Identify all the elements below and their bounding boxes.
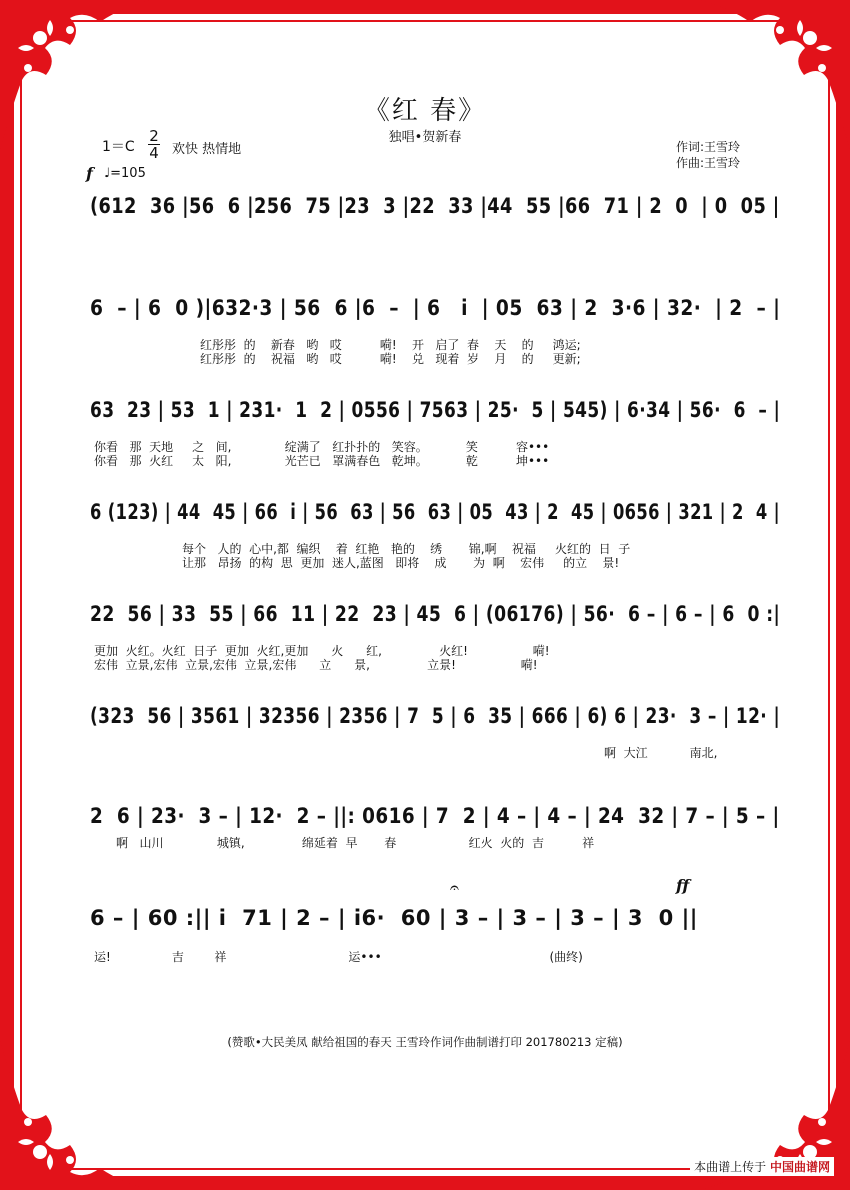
watermark-prefix: 本曲谱上传于	[694, 1160, 767, 1174]
site-watermark	[690, 1157, 834, 1176]
corner-ornament-bottom-left	[0, 1040, 150, 1190]
music-staff-5	[84, 596, 784, 636]
lyric-line: 你看 那 火红 太 阳, 光芒已 罩满春色 乾坤。 乾 坤•••	[94, 454, 550, 468]
tempo-marking: 欢快 热情地	[172, 142, 242, 157]
final-dynamic-marking: ff	[676, 876, 690, 895]
staff-notes: 2 6 | 23· 3 – | 12· 2 – ||: 0616 | 7 2 | 4 – | 4 – | 24 32 | 7 – | 5 – |	[90, 804, 780, 828]
song-title: 《红 春》	[363, 96, 487, 126]
music-staff-7	[84, 798, 784, 838]
staff-notes: 22 56 | 33 55 | 66 11 | 22 23 | 45 6 | (06176) | 56· 6 – | 6 – | 6 0 :|	[90, 602, 781, 626]
lyric-line: 运! 吉 祥 运••• (曲终)	[94, 950, 583, 964]
key-signature: 1＝C	[102, 139, 135, 155]
lyric-line: 啊 山川 城镇, 绵延着 早 春 红火 火的 吉 祥	[116, 836, 595, 850]
lyricist-credit: 作词:王雪玲	[676, 140, 741, 154]
staff-notes: 63 23 | 53 1 | 231· 1 2 | 0556 | 7563 | 25· 5 | 545) | 6·34 | 56· 6 – |	[90, 398, 781, 422]
time-signature-bottom: 4	[149, 144, 159, 162]
singer-credit: 独唱•贺新春	[388, 130, 462, 145]
lyric-line: 红彤彤 的 祝福 哟 哎 嗬! 兑 现着 岁 月 的 更新;	[200, 352, 581, 366]
music-staff-6	[84, 698, 784, 738]
staff-notes: (612 36 |56 6 |256 75 |23 3 |22 33 |44 55 |66 71 | 2 0 | 0 05 |	[90, 194, 780, 218]
staff-notes: (323 56 | 3561 | 32356 | 2356 | 7 5 | 6 35 | 666 | 6) 6 | 23· 3 – | 12· |	[90, 704, 781, 728]
staff-notes: 6 – | 6 0 )|632·3 | 56 6 |6 – | 6 i | 05 63 | 2 3·6 | 32· | 2 – |	[90, 296, 781, 320]
footer-note: (赞歌•大民美凤 献给祖国的春天 王雪玲作词作曲制谱打印 201780213 定稿)	[227, 1035, 623, 1049]
metronome-marking: ♩=105	[104, 166, 146, 181]
staff-notes: 6 (123) | 44 45 | 66 i | 56 63 | 56 63 | 05 43 | 2 45 | 0656 | 321 | 2 4 |	[90, 500, 780, 524]
composer-credit: 作曲:王雪玲	[676, 156, 741, 170]
time-signature	[148, 128, 160, 161]
lyric-line: 你看 那 天地 之 间, 绽满了 红扑扑的 笑容。 笑 容•••	[94, 440, 550, 454]
staff-notes: 6 – | 60 :|| i 71 | 2 – | i6· 60 | 3 – | 3 – | 3 – | 3 0 ||	[90, 906, 698, 930]
lyric-line: 更加 火红。火红 日子 更加 火红,更加 火 红, 火红! 嗬!	[94, 644, 550, 658]
lyric-line: 红彤彤 的 新春 哟 哎 嗬! 开 启了 春 天 的 鸿运;	[200, 338, 581, 352]
lyric-line: 让那 昂扬 的构 思 更加 迷人,蓝图 即将 成 为 啊 宏伟 的立 景!	[182, 556, 620, 570]
music-staff-3	[84, 392, 784, 432]
music-staff-4	[84, 494, 784, 534]
lyric-line: 每个 人的 心中,都 编织 着 红艳 艳的 绣 锦,啊 祝福 火红的 日 子	[182, 542, 631, 556]
music-staff-1	[84, 188, 784, 228]
fermata-mark: 𝄐	[450, 878, 459, 897]
music-staff-8	[84, 900, 784, 940]
time-signature-top: 2	[149, 127, 159, 145]
dynamic-marking: f	[86, 164, 93, 183]
watermark-brand: 中国曲谱网	[769, 1160, 830, 1174]
lyric-line: 宏伟 立景,宏伟 立景,宏伟 立景,宏伟 立 景, 立景! 嗬!	[94, 658, 538, 672]
lyric-line: 啊 大江 南北,	[604, 746, 718, 760]
music-staff-2	[84, 290, 784, 330]
